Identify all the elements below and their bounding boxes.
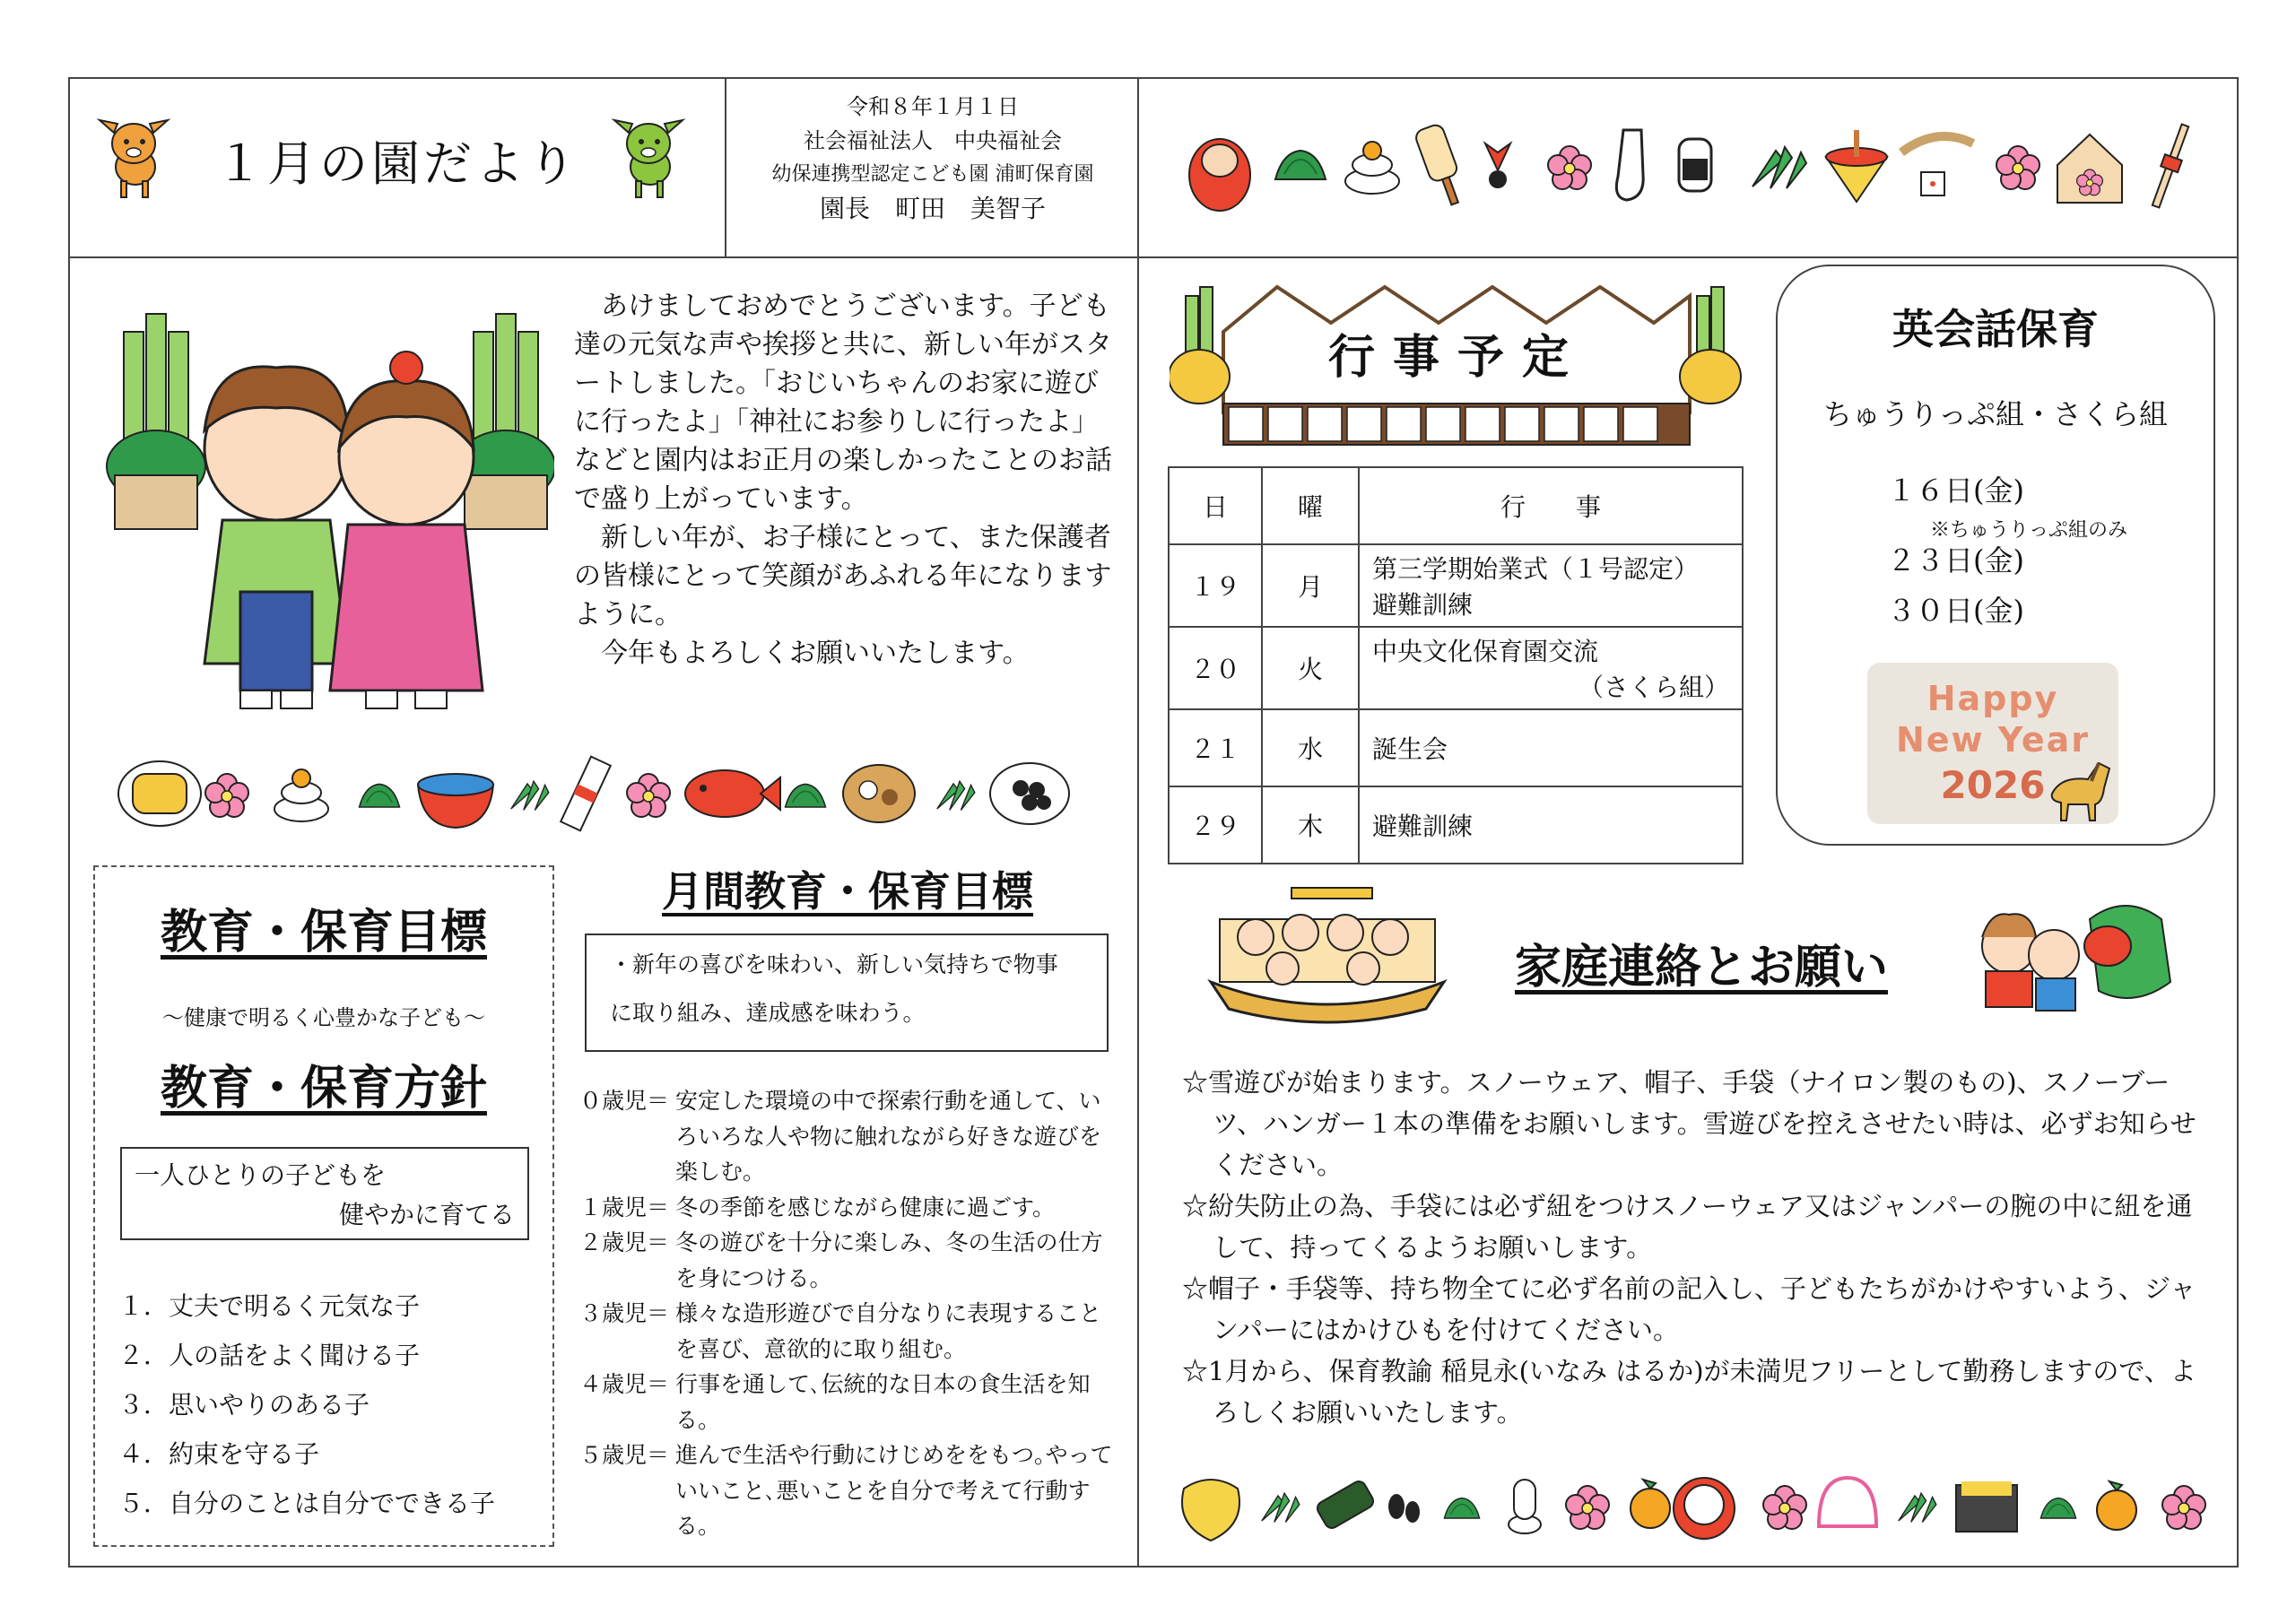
notice-item: ☆1月から、保育教諭 稲見永(いなみ はるか)が未満児フリーとして勤務しますので、よろしくお願いいたします。 <box>1182 1356 2196 1428</box>
kadomatsu-right-icon <box>457 314 554 529</box>
spinning-top-icon <box>1826 130 1887 202</box>
schedule-day: ２０ <box>1169 627 1262 709</box>
goal-item: ５．自分のことは自分でできる子 <box>118 1489 496 1518</box>
english-class-title: 英会話保育 <box>1892 305 2099 353</box>
goal-item: ３．思いやりのある子 <box>118 1390 370 1420</box>
jubako-icon <box>1956 1481 2017 1532</box>
tangerine-icon <box>1631 1480 1670 1528</box>
shuttlecock-icon <box>1485 143 1510 188</box>
education-policy-box <box>120 1147 529 1240</box>
flower-icon-6 <box>1763 1486 1806 1529</box>
lion-dance-illustration <box>1955 883 2179 1018</box>
education-goals-box <box>93 865 554 1547</box>
pine-icon-2 <box>360 784 400 807</box>
boy-icon <box>204 367 348 708</box>
monthly-goal-line-2: に取り組み、達成感を味わう。 <box>610 1000 926 1026</box>
notice-item: ☆帽子・手袋等、持ち物全てに必ず名前の記入し、子どもたちがかけやすいよう、ジャンパーにはかけひもを付けてください。 <box>1182 1273 2196 1345</box>
girl-icon <box>330 352 483 708</box>
policy-line-1: 一人ひとりの子どもを <box>135 1160 387 1190</box>
horse-icon <box>2043 749 2118 824</box>
tangerine-icon-2 <box>2097 1481 2136 1530</box>
schedule-event <box>1359 544 1743 627</box>
age-goal-text: 安定した環境の中で探索行動を通して、いろいろな人や物に触れながら好きな遊びを楽しむ。 <box>675 1088 1102 1185</box>
table-header-weekday: 曜 <box>1262 467 1359 544</box>
family-notice-title: 家庭連絡とお願い <box>1514 941 1888 994</box>
age-goals-list <box>579 1083 1118 1544</box>
greeting-message <box>574 287 1123 673</box>
notice-item: ☆雪遊びが始まります。スノーウェア、帽子、手袋（ナイロン製のもの)、スノーブーツ、ハンガー１本の準備をお願いします。雪遊びを控えさせたい時は、必ずお知らせください。 <box>1182 1067 2196 1180</box>
header-info <box>735 90 1130 226</box>
green-deer-icon <box>601 106 700 204</box>
age-goal-row <box>579 1437 1118 1544</box>
age-goal-row <box>579 1367 1118 1437</box>
age-goal-row <box>579 1296 1118 1367</box>
age-goal-row <box>579 1190 1118 1226</box>
event-line: 第三学期始業式（１号認定） <box>1372 554 1700 584</box>
goal-item: ４．約束を守る子 <box>118 1439 320 1469</box>
flower-icon-2 <box>1996 146 2039 189</box>
english-class-dates <box>1887 465 2024 636</box>
event-line-2: 避難訓練 <box>1372 590 1474 620</box>
age-goal-text: 様々な造形遊びで自分なりに表現することを喜び、意欲的に取り組む。 <box>675 1300 1102 1362</box>
principal-name: 園長 町田 美智子 <box>819 194 1046 223</box>
datemaki-icon <box>118 761 201 826</box>
english-date-note: ※ちゅうりっぷ組のみ <box>1930 519 2128 542</box>
issue-date: 令和８年１月１日 <box>847 94 1019 119</box>
event-line-2: （さくら組） <box>1578 673 1729 702</box>
kagami-mochi-icon-2 <box>274 769 328 821</box>
bamboo-icon-2 <box>511 781 549 810</box>
kagami-mochi-small-icon <box>1509 1480 1541 1533</box>
pine-icon-5 <box>2040 1498 2075 1518</box>
flower-icon <box>1548 146 1591 189</box>
notice-item: ☆紛失防止の為、手袋には必ず紐をつけスノーウェア又はジャンパーの腕の中に紐を通して、持ってくるようお願いします。 <box>1182 1191 2193 1263</box>
bamboo-icon-4 <box>1262 1493 1300 1522</box>
greeting-paragraph-2: 新しい年が、お子様にとって、また保護者の皆様にとって笑顔があふれる年になりますように。 <box>574 522 1112 630</box>
treasure-ship-illustration <box>1202 883 1453 1027</box>
age-goal-row <box>579 1225 1118 1296</box>
new-year-icon-row <box>1175 99 2224 233</box>
table-header-event: 行 事 <box>1359 467 1743 544</box>
kadomatsu-left-icon <box>107 314 205 529</box>
flower-icon-3 <box>205 774 248 817</box>
header-info-divider <box>725 77 726 256</box>
schedule-weekday: 水 <box>1262 709 1359 786</box>
schedule-event <box>1359 627 1743 709</box>
hagoita-icon <box>1413 123 1468 209</box>
policy-line-2: 健やかに育てる <box>338 1200 515 1229</box>
greeting-paragraph-1: あけましておめでとうございます。子ども達の元気な声や挨拶と共に、新しい年がスタートしました。「おじいちゃんのお家に遊びに行ったよ」「神社にお参りしに行ったよ」などと園内はお正月の楽しかったことのお話で盛り上がっています。 <box>574 291 1112 515</box>
schedule-day: ２１ <box>1169 709 1262 786</box>
table-header-day: 日 <box>1169 467 1262 544</box>
schedule-day: １９ <box>1169 544 1262 627</box>
ozoni-icon-2 <box>1674 1478 1735 1539</box>
table-header-row <box>1169 467 1743 544</box>
rope-icon <box>1901 136 1973 195</box>
schedule-weekday: 火 <box>1262 627 1359 709</box>
age-goal-text: 進んで生活や行動にけじめををもつ｡やっていいこと､悪いことを自分で考えて行動する。 <box>675 1442 1113 1539</box>
schedule-event: 避難訓練 <box>1359 786 1743 864</box>
kids-kadomatsu-illustration <box>106 305 554 726</box>
age-label: ５歳児＝ <box>579 1442 670 1468</box>
konbu-roll-icon <box>1315 1479 1376 1531</box>
center-divider <box>1137 77 1139 1568</box>
english-date-1: １６日(金) <box>1887 473 2024 508</box>
page-title: １月の園だより <box>215 135 579 192</box>
age-label: ０歳児＝ <box>579 1088 670 1114</box>
age-label: ２歳児＝ <box>579 1229 670 1255</box>
flower-icon-4 <box>627 774 670 817</box>
hny-line-2: New Year <box>1895 720 2091 760</box>
monthly-goal-line-1: ・新年の喜びを味わい、新しい気持ちで物事 <box>610 951 1058 977</box>
pine-icon-3 <box>786 784 826 807</box>
table-row <box>1169 709 1743 786</box>
monthly-goals-title: 月間教育・保育目標 <box>662 867 1033 916</box>
english-date-2: ２３日(金) <box>1887 543 2024 578</box>
age-goal-text: 行事を通して､伝統的な日本の食生活を知る。 <box>675 1371 1091 1433</box>
age-goal-row <box>579 1083 1118 1190</box>
bamboo-icon-5 <box>1899 1493 1936 1522</box>
age-goal-text: 冬の季節を感じながら健康に過ごす。 <box>675 1194 1056 1220</box>
bamboo-icon-3 <box>937 781 975 810</box>
goal-item: ２．人の話をよく聞ける子 <box>118 1341 421 1370</box>
schedule-weekday: 木 <box>1262 786 1359 864</box>
schedule-table <box>1168 466 1744 864</box>
bamboo-icon <box>1752 147 1806 188</box>
pine-icon-4 <box>1444 1498 1479 1518</box>
school-name: 幼保連携型認定こども園 浦町保育園 <box>771 163 1094 186</box>
hamaya-icon <box>2147 122 2194 209</box>
age-goal-text: 冬の遊びを十分に楽しみ、冬の生活の仕方を身につける。 <box>675 1229 1103 1291</box>
corporation-name: 社会福祉法人 中央福祉会 <box>804 128 1062 153</box>
black-beans-icon <box>1388 1494 1420 1523</box>
schedule-weekday: 月 <box>1262 544 1359 627</box>
age-label: ４歳児＝ <box>579 1371 670 1397</box>
pine-icon <box>1275 151 1326 179</box>
kadomatsu-small-left-icon <box>1170 287 1230 404</box>
flower-icon-5 <box>1566 1486 1609 1529</box>
event-line: 中央文化保育園交流 <box>1372 637 1599 666</box>
goal-list <box>118 1281 495 1528</box>
orange-deer-icon <box>86 106 185 204</box>
hny-year: 2026 <box>1940 763 2046 807</box>
education-goal-title: 教育・保育目標 <box>160 905 487 960</box>
nishime-icon <box>843 765 915 822</box>
kamaboko-icon <box>1819 1478 1876 1526</box>
table-row <box>1169 786 1743 864</box>
age-label: ３歳児＝ <box>579 1300 670 1326</box>
english-date-3: ３０日(金) <box>1887 594 2024 628</box>
flower-icon-7 <box>2162 1486 2205 1529</box>
kagami-mochi-icon <box>1345 142 1399 194</box>
bottom-icon-row <box>1175 1462 2224 1551</box>
monthly-goals-box <box>585 934 1109 1052</box>
table-row <box>1169 627 1743 709</box>
greeting-paragraph-3: 今年もよろしくお願いいたします。 <box>601 638 1030 669</box>
sea-bream-icon <box>685 770 780 817</box>
schedule-event: 誕生会 <box>1359 709 1743 786</box>
happy-new-year-card <box>1867 663 2118 824</box>
schedule-title: 行事予定 <box>1327 330 1587 385</box>
table-row <box>1169 544 1743 627</box>
age-label: １歳児＝ <box>579 1194 670 1220</box>
education-goal-subtitle: ～健康で明るく心豊かな子ども～ <box>162 1005 485 1030</box>
kuromame-icon <box>990 763 1069 824</box>
kurikinton-icon <box>1182 1480 1239 1541</box>
ema-icon <box>2057 135 2122 203</box>
chopsticks-icon <box>561 757 611 831</box>
goal-item: １．丈夫で明るく元気な子 <box>118 1291 421 1321</box>
tabi-icon <box>1616 130 1643 200</box>
ozoni-bowl-icon <box>418 774 493 828</box>
schedule-day: ２９ <box>1169 786 1262 864</box>
english-class-box <box>1776 265 2215 846</box>
hny-line-1: Happy <box>1926 679 2059 718</box>
family-notice-list <box>1182 1062 2205 1433</box>
english-class-groups: ちゅうりっぷ組・さくら組 <box>1822 397 2168 431</box>
osechi-icon-row <box>106 744 1110 843</box>
daruma-icon <box>1189 139 1250 211</box>
mochi-icon <box>1679 139 1711 191</box>
education-policy-title: 教育・保育方針 <box>160 1061 487 1116</box>
header-divider <box>68 256 2239 258</box>
